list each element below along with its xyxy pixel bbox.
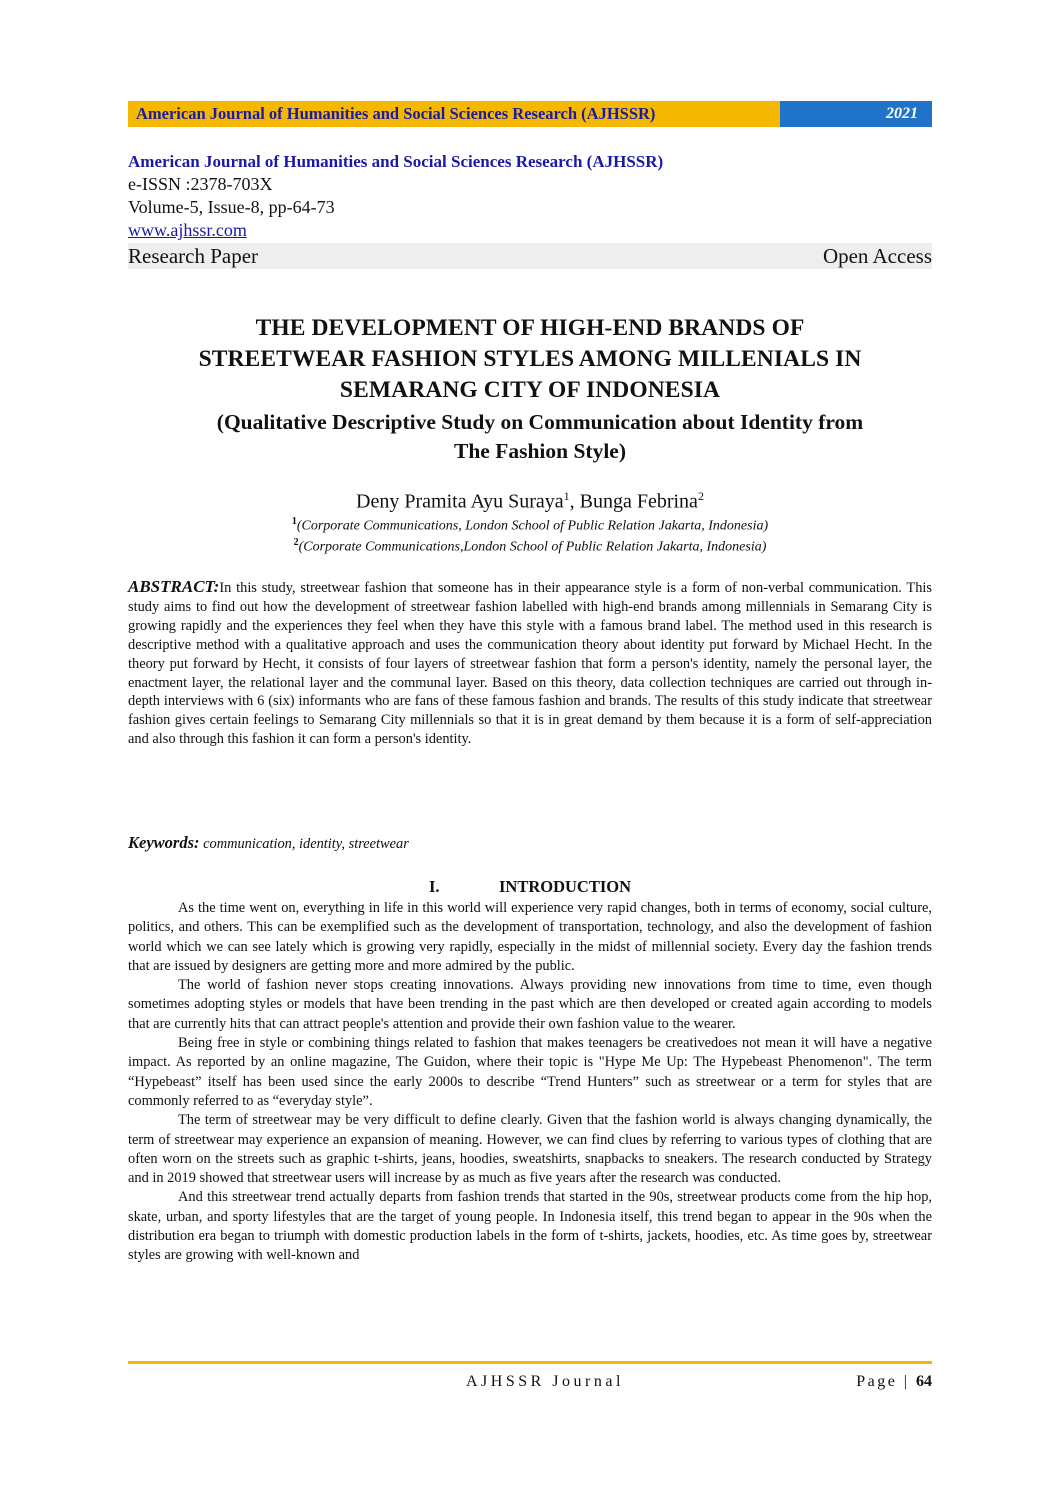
affiliation: [128, 534, 932, 557]
abstract-label: ABSTRACT:: [128, 577, 220, 596]
affiliation-mark: 1: [291, 516, 297, 527]
page-number-value: 64: [916, 1373, 932, 1390]
title-line: STREETWEAR FASHION STYLES AMONG MILLENIALS IN: [198, 346, 862, 372]
title-line: THE DEVELOPMENT OF HIGH-END BRANDS OF: [255, 315, 805, 341]
section-title: INTRODUCTION: [498, 877, 632, 896]
masthead-issn: e-ISSN :2378-703X: [128, 174, 273, 194]
abstract: [128, 578, 932, 749]
page-number: [856, 1373, 932, 1391]
keywords-text: communication, identity, streetwear: [203, 836, 409, 852]
section-number: I.: [428, 877, 440, 896]
affiliation-mark: 2: [293, 537, 299, 548]
title-line: SEMARANG CITY OF INDONESIA: [339, 377, 721, 403]
paper-subtitle: [150, 408, 930, 466]
running-header-journal: American Journal of Humanities and Social Sciences Research (AJHSSR): [128, 101, 780, 127]
paragraph: The term of streetwear may be very difficult to define clearly. Given that the fashion world is always changing dynamically, the term of streetwear may experience an expansion of meaning. However, we can find clues by referring to various types of clothing that are often worn on the streets such as graphic t-shirts, jeans, hoodies, sweatshirts, snapbacks to sneakers. The research conducted by Strategy and in 2019 showed that streetwear users will increase by as much as five years after the research was conducted.: [128, 1112, 932, 1187]
author-name: Bunga Febrina: [579, 490, 698, 513]
masthead: [128, 150, 932, 269]
affiliation-text: (Corporate Communications,London School of Public Relation Jakarta, Indonesia): [298, 539, 767, 555]
paper-type-bar: [128, 243, 932, 269]
footer-journal: AJHSSR Journal: [466, 1373, 624, 1390]
section-heading: [128, 877, 932, 897]
paper-title: [128, 313, 932, 406]
running-header-year: 2021: [780, 101, 932, 127]
masthead-journal: American Journal of Humanities and Social Sciences Research (AJHSSR): [128, 152, 664, 171]
author-affiliation-mark: 1: [563, 489, 570, 503]
paragraph: And this streetwear trend actually departs from fashion trends that started in the 90s, streetwear products come from the hip hop, skate, urban, and sporty lifestyles that are the target of young people. In Indonesia itself, this trend began to appear in the 90s when the distribution era began to triumph with domestic production labels in the form of t-shirts, jackets, hoodies, etc. As time goes by, streetwear styles are growing with well-known and: [128, 1189, 932, 1264]
running-header: [128, 101, 932, 127]
subtitle-line: (Qualitative Descriptive Study on Communication about Identity from: [216, 410, 864, 434]
masthead-volume: Volume-5, Issue-8, pp-64-73: [128, 197, 335, 217]
subtitle-line: The Fashion Style): [453, 439, 627, 463]
journal-link[interactable]: www.ajhssr.com: [128, 220, 247, 240]
author-list: [128, 483, 932, 515]
abstract-text: In this study, streetwear fashion that someone has in their appearance style is a form of non-verbal communication. This study aims to find out how the development of streetwear fashion labelled with high-end brands among millennials in Semarang City is growing rapidly and the experiences they feel when they have this style with a famous brand label. The method used in this research is descriptive method with a qualitative approach and uses the communication theory about identity put forward by Michael Hecht. In the theory put forward by Hecht, it consists of four layers of streetwear fashion that form a person's identity, namely the personal layer, the enactment layer, the relational layer and the communal layer. Based on this theory, data collection techniques are carried out through in-depth interviews with 6 (six) informants who are fans of these famous fashion and brands. The results of this study indicate that streetwear fashion gives certain feelings to Semarang City millennials so that it is in great demand by them because it is a form of self-appreciation and also through this fashion it can form a person's identity.: [128, 580, 932, 748]
affiliation: [128, 513, 932, 536]
author-separator: ,: [569, 490, 580, 513]
paragraph: Being free in style or combining things related to fashion that makes teenagers be creativedoes not mean it will have a negative impact. As reported by an online magazine, The Guidon, where their topic is "Hype Me Up: The Hypebeast Phenomenon". The term “Hypebeast” itself has been used since the early 2000s to describe “Trend Hunters” such as streetwear or a term for styles that are commonly referred to as “everyday style”.: [128, 1035, 932, 1109]
body-text: [128, 899, 932, 1266]
keywords-label: Keywords:: [128, 833, 200, 852]
paragraph: As the time went on, everything in life in this world will experience very rapid changes, both in terms of economy, social culture, politics, and others. This can be exemplified such as the development of transportation, technology, and also the development of fashion world which we can see lately which is growing very rapidly, especially in the midst of millennial society. Every day the fashion trends that are issued by designers are getting more and more admired by the public.: [128, 900, 932, 974]
author-name: Deny Pramita Ayu Suraya: [356, 490, 564, 513]
author-affiliation-mark: 2: [697, 489, 704, 503]
access-type: Open Access: [822, 244, 932, 268]
paragraph: The world of fashion never stops creating innovations. Always providing new innovations from time to time, even though sometimes adopting styles or models that have been trending in the past which are then developed or created again according to models that are currently hits that can attract people's attention and provide their own fashion value to the wearer.: [128, 977, 932, 1032]
affiliation-text: (Corporate Communications, London School of Public Relation Jakarta, Indonesia): [296, 518, 769, 534]
paper-type: Research Paper: [128, 244, 259, 268]
page-label: Page |: [856, 1373, 910, 1390]
keywords: [128, 833, 409, 853]
footer-rule: [128, 1361, 932, 1364]
